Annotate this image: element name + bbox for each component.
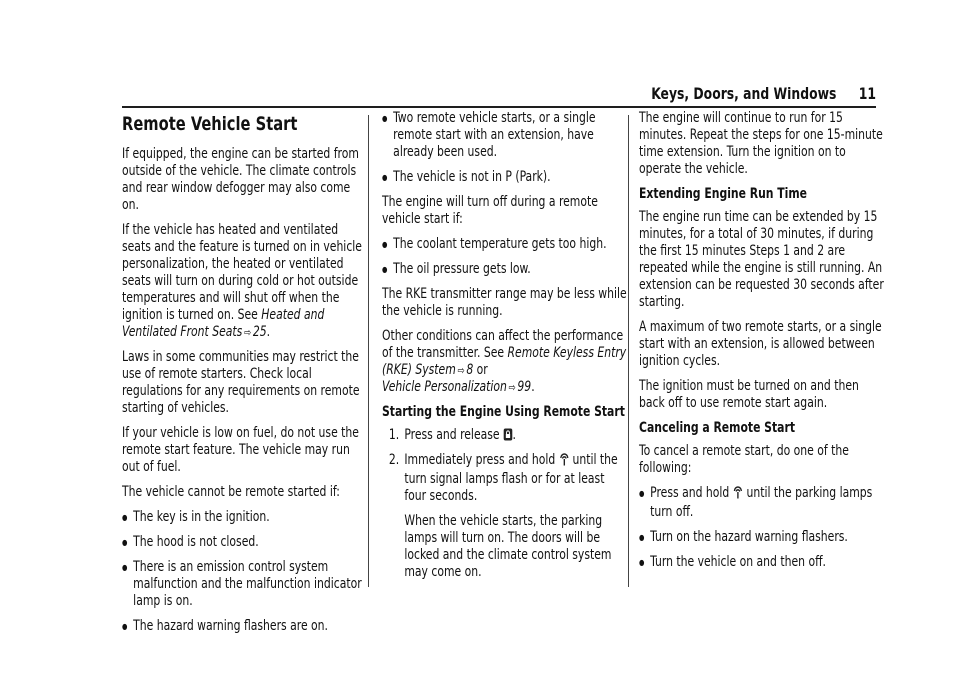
list-item: ● The key is in the ignition. [122,509,368,526]
list-item: ● Turn the vehicle on and then off. [639,554,885,571]
bullet-list [382,236,628,278]
paragraph: If equipped, the engine can be started from outside of the vehicle. The climate controls and rear window defogger may also come on. [122,146,359,213]
column-1 [122,112,368,643]
subheading: Canceling a Remote Start [639,420,796,436]
paragraph: Other conditions can affect the performance of the transmitter. See Remote Keyless Entry (RKE) System ⇨ 8 or Vehicle Personalization ⇨ 99. [382,328,627,395]
cross-reference-page[interactable]: 99 [517,379,532,395]
list-item: ● The hood is not closed. [122,534,368,551]
paragraph: The engine will continue to run for 15 minutes. Repeat the steps for one 15-minute time extension. Turn the ignition on to operate the vehicle. [639,110,883,177]
cross-reference-link[interactable]: Heated and Ventilated Front Seats [122,307,325,340]
paragraph-text: If the vehicle has heated and ventilated seats and the feature is turned on in vehicle personalization, the heated or ventilated seats will turn on during cold or hot outside temperatures and will shut off when the ignition is turned on. See [122,222,362,323]
step-number: 1. [388,427,400,443]
step-text: Immediately press and hold [404,452,556,468]
step-item [382,452,628,505]
list-item-text: Press and hold [650,485,730,501]
subheading: Starting the Engine Using Remote Start [382,404,625,420]
paragraph: To cancel a remote start, do one of the following: [639,443,849,476]
page-number: 11 [858,84,876,103]
list-item: ● Two remote vehicle starts, or a single remote start with an extension, have already been used. [382,110,628,161]
cross-reference-page[interactable]: 8 [466,362,474,378]
paragraph: The vehicle cannot be remote started if: [122,484,340,500]
running-header [639,84,876,103]
column-3 [639,110,885,579]
list-item: ● The hazard warning flashers are on. [122,618,368,635]
steps-list [382,427,628,505]
step-note: When the vehicle starts, the parking lamps will turn on. The doors will be locked and the climate control system may come on. [404,513,612,580]
step-text: until the turn signal lamps flash or for at least four seconds. [404,452,618,504]
paragraph-text: or [473,362,488,378]
page-ref-arrow-icon: ⇨ [457,364,465,377]
bullet-list [382,110,628,186]
column-2 [382,110,628,589]
column-divider-2 [628,115,629,587]
page-ref-arrow-icon: ⇨ [508,381,516,394]
bullet-list [122,509,368,635]
cross-reference-link[interactable]: Remote Keyless Entry (RKE) System [382,345,627,378]
paragraph-text: Other conditions can affect the performance of the transmitter. See [382,328,624,361]
step-text: Press and release [404,427,500,443]
subheading: Extending Engine Run Time [639,186,808,202]
paragraph: If the vehicle has heated and ventilated seats and the feature is turned on in vehicle personalization, the heated or ventilated seats will turn on during cold or hot outside temperatures and will shut off when the ignition is turned on. See Heated and Ventilated Front Seats ⇨ 25. [122,222,362,340]
section-title: Keys, Doors, and Windows [651,84,837,103]
paragraph: The engine run time can be extended by 15 minutes, for a total of 30 minutes, if during the first 15 minutes Steps 1 and 2 are repeated while the engine is still running. An extension can be requested 30 seconds after starting. [639,209,884,310]
cross-reference-page[interactable]: 25 [252,324,267,340]
list-item: ● The coolant temperature gets too high. [382,236,628,253]
paragraph: A maximum of two remote starts, or a single start with an extension, is allowed between ignition cycles. [639,319,882,369]
paragraph: The RKE transmitter range may be less while the vehicle is running. [382,286,627,319]
list-item: ● The oil pressure gets low. [382,261,628,278]
section-heading: Remote Vehicle Start [122,113,298,135]
paragraph: If your vehicle is low on fuel, do not use the remote start feature. The vehicle may run out of fuel. [122,425,359,475]
bullet-list [639,485,885,571]
remote-start-icon [733,486,743,504]
list-item [639,485,885,521]
paragraph: The engine will turn off during a remote vehicle start if: [382,194,598,227]
step-number: 2. [388,452,400,468]
list-item: ● Turn on the hazard warning flashers. [639,529,885,546]
list-item-text: until the parking lamps turn off. [650,485,873,520]
paragraph: Laws in some communities may restrict the use of remote starters. Check local regulations for any requirements on remote starting of vehicles. [122,349,360,416]
remote-start-icon [559,453,569,471]
header-rule [122,106,876,108]
page-ref-arrow-icon: ⇨ [244,326,252,339]
step-item: 1. Press and release . [382,427,628,446]
list-item: ● The vehicle is not in P (Park). [382,169,628,186]
list-item: ● There is an emission control system malfunction and the malfunction indicator lamp is on. [122,559,368,610]
cross-reference-link[interactable]: Vehicle Personalization [382,379,507,395]
lock-button-icon [503,428,512,446]
paragraph: The ignition must be turned on and then back off to use remote start again. [639,378,859,411]
column-divider-1 [368,115,369,587]
